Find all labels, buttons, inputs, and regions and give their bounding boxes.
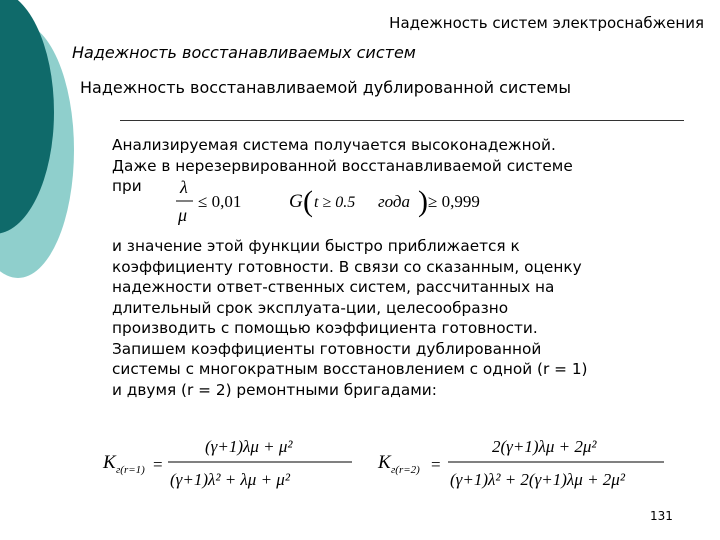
unit-text: года	[378, 192, 411, 211]
presentation-title: Надежность систем электроснабжения	[389, 14, 704, 32]
body-line: и значение этой функции быстро приближается к	[112, 237, 520, 255]
title-divider	[120, 120, 684, 121]
body-paragraph	[112, 236, 672, 400]
section-subtitle: Надежность восстанавливаемых систем	[72, 43, 416, 62]
intro-paragraph	[112, 135, 672, 197]
formula2-lhs: K	[378, 452, 391, 473]
body-line: длительный срок эксплуата-ции, целесообразно	[112, 298, 509, 317]
lambda-symbol: λ	[180, 177, 188, 197]
availability-formula-r2	[377, 437, 664, 489]
formula1-equals: =	[153, 455, 163, 474]
body-line: и двумя (r = 2) ремонтными бригадами:	[112, 380, 437, 399]
G-symbol: G	[289, 191, 303, 212]
slide-title: Надежность восстанавливаемой дублированной системы	[80, 78, 571, 97]
ge-value: ≥ 0,999	[428, 192, 480, 211]
slide-decoration	[0, 0, 80, 540]
formula1-numerator: (γ+1)λμ + μ²	[205, 437, 293, 456]
availability-formula-r1	[102, 437, 352, 489]
body-line: производить с помощью коэффициента готовности.	[112, 319, 538, 337]
intro-line: при	[112, 177, 142, 195]
t-expression: t ≥ 0.5	[314, 194, 356, 211]
body-line: коэффициенту готовности. В связи со сказанным, оценку	[112, 257, 582, 276]
formula1-lhs: K	[103, 452, 116, 473]
formula2-denominator: (γ+1)λ² + 2(γ+1)λμ + 2μ²	[450, 470, 625, 489]
body-line: Запишем коэффициенты готовности дублированной	[112, 339, 542, 358]
formula1-denominator: (γ+1)λ² + λμ + μ²	[170, 470, 290, 489]
right-paren: )	[418, 185, 428, 218]
left-paren: (	[303, 185, 313, 218]
le-value: ≤ 0,01	[198, 192, 242, 211]
formula2-equals: =	[431, 455, 441, 474]
mu-symbol: μ	[178, 205, 188, 225]
page-number: 131	[650, 509, 673, 523]
intro-line: Анализируемая система получается высоконадежной.	[112, 136, 556, 154]
formula2-numerator: 2(γ+1)λμ + 2μ²	[492, 437, 597, 456]
intro-line: Даже в нерезервированной восстанавливаемой системе	[112, 156, 573, 175]
body-line: надежности ответ-ственных систем, рассчитанных на	[112, 278, 555, 296]
formula2-lhs-sub: г(r=2)	[391, 464, 420, 476]
body-line: системы с многократным восстановлением с одной (r = 1)	[112, 360, 588, 378]
formula1-lhs-sub: г(r=1)	[116, 464, 145, 476]
